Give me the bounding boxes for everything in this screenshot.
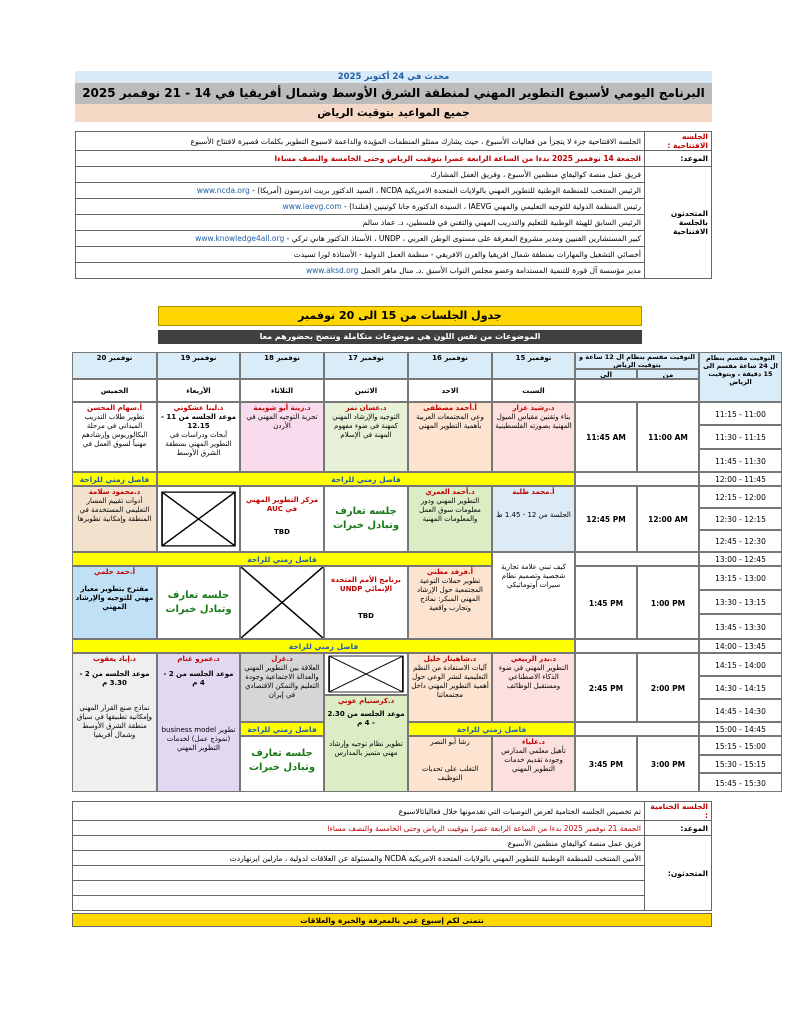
- speaker-text: أخصائي التشغيل والمهارات بمنطقة شمال افريقيا والقرن الافريقي - منظمة العمل الدولية - الأستاذة لورا تسيدت: [293, 250, 641, 259]
- break-bar: فاصل زمني للراحة: [72, 472, 157, 486]
- opening-speaker-row: [76, 167, 712, 183]
- speaker-link[interactable]: www.aksd.org: [306, 266, 359, 275]
- opening-speaker-row: [76, 247, 712, 263]
- closing-date-label: الموعد:: [645, 821, 712, 836]
- session-cell[interactable]: [240, 486, 324, 552]
- speaker-name: رشا أبو النصر: [430, 738, 470, 746]
- day-name-sun: الاحد: [408, 379, 492, 402]
- speaker-name: د.شاهيناز خليل: [423, 655, 477, 663]
- session-title: آليات الاستفادة من النظم التعليمية لنشر الوعي حول أهمية التطوير المهني داخل مجتمعاتنا: [411, 664, 489, 699]
- session-title: كيف تبني علامة تجارية شخصية وتصميم نظام سيرات أوتوماتيكي: [501, 563, 566, 589]
- speaker-text: كبير المستشارين الفنيين ومدير مشروع المعرفة على مستوى الوطن العربي ، UNDP ، الأستاذ الدكتور هاني تركي -: [286, 234, 641, 243]
- time-slot: 13:45 - 13:30: [699, 614, 782, 639]
- session-cell[interactable]: [324, 695, 408, 792]
- break-bar: فاصل زمني للراحة: [157, 472, 575, 486]
- session-cell[interactable]: [324, 566, 408, 639]
- time-slot: 14:15 - 14:00: [699, 653, 782, 676]
- session-cell[interactable]: [240, 402, 324, 472]
- time-slot: 13:15 - 13:00: [699, 566, 782, 590]
- speaker-name: د.أحمد العمري: [425, 488, 475, 496]
- session-title: وعي المجتمعات العربية بأهمية التطوير المهني: [416, 413, 484, 430]
- day-name-tue: الثلاثاء: [240, 379, 324, 402]
- session-cell[interactable]: [72, 566, 157, 639]
- page-title: البرنامج اليومي لأسبوع التطوير المهني لمنطقة الشرق الأوسط وشمال أفريقيا في 14 - 21 نوفمبر 2025: [75, 83, 712, 104]
- updated-date: محدث في 24 أكتوبر 2025: [75, 71, 712, 83]
- closing-session-row: [73, 802, 712, 821]
- session-time: موعد الجلسه من 11 - 12.15: [161, 413, 236, 430]
- speaker-name: أ.محمد طلبة: [512, 488, 555, 496]
- time-from: 1:00 PM: [637, 566, 699, 639]
- speaker-name: د.محمود سلامة: [88, 488, 141, 496]
- from-header: من: [637, 369, 699, 379]
- time-empty-header: [575, 379, 699, 402]
- session-cell[interactable]: [72, 402, 157, 472]
- timezone-note: جميع المواعيد بتوقيت الرياض: [75, 104, 712, 122]
- closing-speaker-row: [73, 836, 712, 851]
- session-cell[interactable]: [157, 653, 240, 792]
- opening-speaker-row: [76, 199, 712, 215]
- session-time: موعد الجلسه من 2 - 4 م: [163, 670, 234, 687]
- session-title: التغلب على تحديات التوظيف: [421, 765, 479, 782]
- opening-session-text: الجلسه الافتتاحية جزء لا يتجزأ من فعاليات الأسبوع ، حيث يشارك ممثلو المنظمات المؤيدة والداعمة لاسبوع التطوير بكلمات قصيرة لافتتاح الأسبوع: [76, 132, 645, 151]
- opening-speaker-row: [76, 215, 712, 231]
- session-title: جلسه تعارف وتبادل خبرات: [332, 506, 400, 531]
- closing-speaker-empty: [73, 881, 645, 896]
- time-to: 11:45 AM: [575, 402, 637, 472]
- day-header-18: نوفمبر 18: [240, 352, 324, 379]
- day-header-20: نوفمبر 20: [72, 352, 157, 379]
- empty-slot-cross: [324, 653, 408, 695]
- day-name-wed: الأربعاء: [157, 379, 240, 402]
- closing-speaker: فريق عمل منصة كواليفاي منظمين الأسبوع: [73, 836, 645, 851]
- time-slot: 14:45 - 14:30: [699, 699, 782, 722]
- time-from: 2:00 PM: [637, 653, 699, 722]
- time-slot: 14:30 - 14:15: [699, 676, 782, 699]
- session-cell[interactable]: [324, 402, 408, 472]
- opening-speaker: [76, 167, 645, 183]
- time12-header: التوقيت مقسم بنظام ال 12 ساعة و بتوقيت الرياض: [575, 352, 699, 369]
- opening-speaker: [76, 199, 645, 215]
- session-cell[interactable]: [157, 402, 240, 472]
- closing-speaker-row: [73, 851, 712, 866]
- session-title: جلسه تعارف وتبادل خبرات: [165, 590, 232, 615]
- opening-session-row: [76, 132, 712, 151]
- time-to: 2:45 PM: [575, 653, 637, 722]
- time-from: 12:00 AM: [637, 486, 699, 552]
- time-slot: 15:30 - 15:15: [699, 755, 782, 773]
- closing-date-text: الجمعة 21 نوفمبر 2025 بدءا من الساعة الرابعة عصرا بتوقيت الرياض وحتى الخامسة والنصف مساءا: [73, 821, 645, 836]
- break-time: 14:00 - 13:45: [699, 639, 782, 653]
- session-time: الجلسة من 12 - 1.45 ظ: [496, 511, 571, 519]
- session-title: بناء وتقنين مقياس الميول المهنية بصورته الفلسطينية: [495, 413, 572, 430]
- session-cell[interactable]: [408, 402, 492, 472]
- session-title: تجربة التوجيه المهني في الأردن: [246, 413, 318, 430]
- speaker-name: د.غزل: [271, 655, 293, 663]
- speaker-text: الرئيس المنتخب للمنظمة الوطنية للتطوير المهني بالولايات المتحدة الامريكية NCDA ، السيد الدكتور بريت اندرسون (أمريكا) -: [252, 186, 641, 195]
- break-time: 12:00 - 11:45: [699, 472, 782, 486]
- session-cell[interactable]: [72, 486, 157, 552]
- speaker-text: رئيس المنظمة الدولية للتوجيه التعليمي والمهني IAEVG ، السيدة الدكتورة جانا كوتينين (فنلندا) -: [344, 202, 641, 211]
- closing-session-text: تم تخصيص الجلسه الختامية لعرض التوصيات التي تقدمونها خلال فعالياتالاسبوع: [73, 802, 645, 821]
- time-slot: 12:30 - 12:15: [699, 508, 782, 530]
- time-slot: 11:45 - 11:30: [699, 449, 782, 472]
- break-bar: فاصل زمني للراحة: [240, 722, 324, 736]
- closing-date-row: [73, 821, 712, 836]
- footer-banner: نتمنى لكم إسبوع غني بالمعرفة والخبرة والعلاقات: [72, 913, 712, 927]
- time-slot: 12:45 - 12:30: [699, 530, 782, 552]
- time-to: 1:45 PM: [575, 566, 637, 639]
- schedule-grid: [72, 352, 782, 794]
- time-slot: 11:30 - 11:15: [699, 425, 782, 449]
- opening-date-row: [76, 151, 712, 167]
- closing-speaker-empty: [73, 866, 645, 881]
- opening-speakers-label: المتحدثون بالجلسة الافتتاحية: [645, 167, 712, 279]
- speaker-text: الرئيس السابق للهيئة الوطنية للتعليم والتدريب المهني والتقني في فلسطين، د. عماد سالم: [362, 218, 641, 227]
- speaker-text: فريق عمل منصة كواليفاي منظمين الأسبوع ، وفريق العمل المشارك: [430, 170, 641, 179]
- opening-speaker: [76, 263, 645, 279]
- session-cell[interactable]: [408, 736, 492, 792]
- session-title: العلاقة بين التطوير المهني والعدالة الاجتماعية وجودة التعليم والتمكن الاقتصادي في إيران: [244, 664, 320, 699]
- day-header-15: نوفمبر 15: [492, 352, 575, 379]
- session-cell[interactable]: [492, 552, 575, 639]
- session-title: تأهيل معلمي المدارس وجودة تقديم خدمات التطوير المهني: [501, 747, 566, 773]
- opening-speaker-row: [76, 231, 712, 247]
- time-slot: 15:45 - 15:30: [699, 773, 782, 792]
- session-title: مقترح بتطوير معيار مهني للتوجيه والإرشاد المهني: [75, 585, 154, 611]
- speaker-name: د.كرستيام عوني: [337, 697, 395, 705]
- to-header: الى: [575, 369, 637, 379]
- session-tbd: TBD: [358, 612, 374, 620]
- speaker-name: أ.فرقد مطني: [426, 568, 474, 576]
- time-empty: [575, 722, 699, 736]
- closing-speaker-empty: [73, 896, 645, 911]
- speaker-name: أ.حمد حلمي: [94, 568, 135, 576]
- session-cell[interactable]: [492, 486, 575, 552]
- session-tbd: TBD: [274, 528, 290, 536]
- opening-session-label: الجلسه الافتتاحية :: [645, 132, 712, 151]
- time-slot: 12:15 - 12:00: [699, 486, 782, 508]
- session-cell[interactable]: [157, 566, 240, 639]
- day-name-mon: الاثنين: [324, 379, 408, 402]
- session-title: تطوير حملات التوعية المجتمعية حول الإرشاد المهني المبكر: نماذج وتجارب واقعية: [417, 577, 483, 612]
- session-title: جلسه تعارف وتبادل خبرات: [248, 748, 316, 773]
- break-bar: فاصل زمني للراحة: [408, 722, 575, 736]
- schedule-note: الموضوعات من نفس اللون هي موضوعات متكاملة وننصح بحضورهم معا: [158, 330, 642, 344]
- session-cell[interactable]: [408, 566, 492, 639]
- session-title: أبحاث ودراسات في التطوير المهني بمنطقة الشرق الأوسط: [165, 431, 232, 457]
- closing-session-label: الجلسه الختامية :: [645, 802, 712, 821]
- closing-session-table: [72, 801, 712, 911]
- speaker-text: مدير مؤسسة آل قورة للتنمية المستدامة وعضو مجلس النواب الأسبق .د. منال ماهر الجمل: [360, 266, 641, 275]
- session-title: أدوات تقييم المسار التعليمي المستخدمة في المنطقة وإمكانية تطويرها: [77, 497, 152, 523]
- time-empty: [575, 552, 699, 566]
- time-from: 11:00 AM: [637, 402, 699, 472]
- speaker-name: أ.أحمد مصطفى: [423, 404, 477, 412]
- time-slot: 11:15 - 11:00: [699, 402, 782, 425]
- opening-speaker-row: [76, 263, 712, 279]
- session-title: تطوير طلاب التدريب الميداني في مرحلة البكالوريوس وإرشادهم مهنياً لسوق العمل في: [81, 413, 148, 448]
- break-time: 13:00 - 12:45: [699, 552, 782, 566]
- session-title: برنامج الأمم المتحدة الإنمائي UNDP: [331, 576, 401, 593]
- day-name-thu: الخميس: [72, 379, 157, 402]
- speaker-name: د.عمرو غنام: [177, 655, 220, 663]
- opening-date-label: الموعد:: [645, 151, 712, 167]
- speaker-name: د.غسان نمر: [345, 404, 387, 412]
- session-title: التطوير المهني ودور معلومات سوق العمل والمعلومات المهنية: [419, 497, 481, 523]
- time-empty: [575, 639, 699, 653]
- day-header-17: نوفمبر 17: [324, 352, 408, 379]
- session-cell[interactable]: [324, 486, 408, 552]
- opening-speaker: [76, 247, 645, 263]
- empty-slot-cross: [240, 566, 324, 639]
- speaker-link[interactable]: www.knowledge4all.org: [195, 234, 285, 243]
- break-bar: فاصل زمني للراحة: [72, 639, 575, 653]
- session-time: موعد الجلسه من 2 - 3.30 م: [79, 670, 150, 687]
- closing-speaker-row: [73, 866, 712, 881]
- time-empty: [575, 472, 699, 486]
- day-name-sat: السبت: [492, 379, 575, 402]
- time24-header: التوقيت مقسم بنظام ال 24 ساعة مقسم الى 15 دقيقة ، وبتوقيت الرياض: [699, 352, 782, 402]
- time-from: 3:00 PM: [637, 736, 699, 792]
- session-title: التطوير المهني في ضوء الذكاء الاصطناعي ومستقبل الوظائف: [498, 664, 569, 690]
- speaker-name: أ.سهام المحسن: [87, 404, 142, 412]
- opening-speaker-row: [76, 183, 712, 199]
- session-title: التوجيه والإرشاد المهني كمهنة في ضوء مفهوم المهنة في الإسلام: [332, 413, 400, 439]
- opening-date-text: الجمعة 14 نوفمبر 2025 بدءا من الساعة الرابعة عصرا بتوقيت الرياض وحتى الخامسة والنصف مساءا: [76, 151, 645, 167]
- session-cell[interactable]: [240, 736, 324, 792]
- speaker-name: د.إياد يعقوب: [93, 655, 136, 663]
- break-bar: فاصل زمني للراحة: [72, 552, 492, 566]
- time-slot: 13:30 - 13:15: [699, 590, 782, 614]
- opening-session-table: [75, 131, 712, 279]
- break-time: 15:00 - 14:45: [699, 722, 782, 736]
- speaker-link[interactable]: www.iaevg.com: [282, 202, 342, 211]
- speaker-name: د.علياء: [522, 738, 545, 746]
- speaker-link[interactable]: www.ncda.org: [196, 186, 250, 195]
- session-cell[interactable]: [492, 736, 575, 792]
- time-to: 12:45 PM: [575, 486, 637, 552]
- session-cell[interactable]: [492, 402, 575, 472]
- day-header-16: نوفمبر 16: [408, 352, 492, 379]
- schedule-banner: جدول الجلسات من 15 الى 20 نوفمبر: [158, 306, 642, 326]
- session-cell[interactable]: [492, 653, 575, 722]
- speaker-name: د.بدر الربيعي: [510, 655, 557, 663]
- speaker-name: د.لينا عشكوتي: [173, 404, 224, 412]
- empty-slot-cross: [157, 486, 240, 552]
- closing-speakers-label: المتحدثون:: [645, 836, 712, 911]
- closing-speaker: الأمين المنتخب للمنظمة الوطنية للتطوير المهني بالولايات المتحدة الامريكية NCDA والمسئولة عن العلاقات لدولية ، مارلين ايرنهاردت: [73, 851, 645, 866]
- session-title: تطوير business model (نموذج عمل) لخدمات التطوير المهني: [161, 726, 236, 752]
- session-time: موعد الجلسه من 2.30 - 4 م: [327, 710, 405, 727]
- opening-speaker: [76, 183, 645, 199]
- day-header-19: نوفمبر 19: [157, 352, 240, 379]
- time-slot: 15:15 - 15:00: [699, 736, 782, 755]
- session-cell[interactable]: [408, 486, 492, 552]
- session-cell[interactable]: [72, 653, 157, 792]
- session-title: نماذج صنع القرار المهني وإمكانية تطبيقها في سياق منطقة الشرق الأوسط وشمال أفريقيا: [76, 704, 153, 739]
- speaker-name: د.رشيد عزار: [512, 404, 555, 412]
- closing-speaker-row: [73, 896, 712, 911]
- opening-speaker: [76, 231, 645, 247]
- session-title: مركز التطوير المهني في AUC: [245, 496, 319, 513]
- session-title: تطوير نظام توجيه وإرشاد مهني متميز بالمدارس: [329, 740, 403, 757]
- opening-speaker: [76, 215, 645, 231]
- session-cell[interactable]: [240, 653, 324, 722]
- closing-speaker-row: [73, 881, 712, 896]
- session-cell[interactable]: [408, 653, 492, 722]
- time-to: 3:45 PM: [575, 736, 637, 792]
- speaker-name: د.زينة أبو شويمة: [253, 404, 311, 412]
